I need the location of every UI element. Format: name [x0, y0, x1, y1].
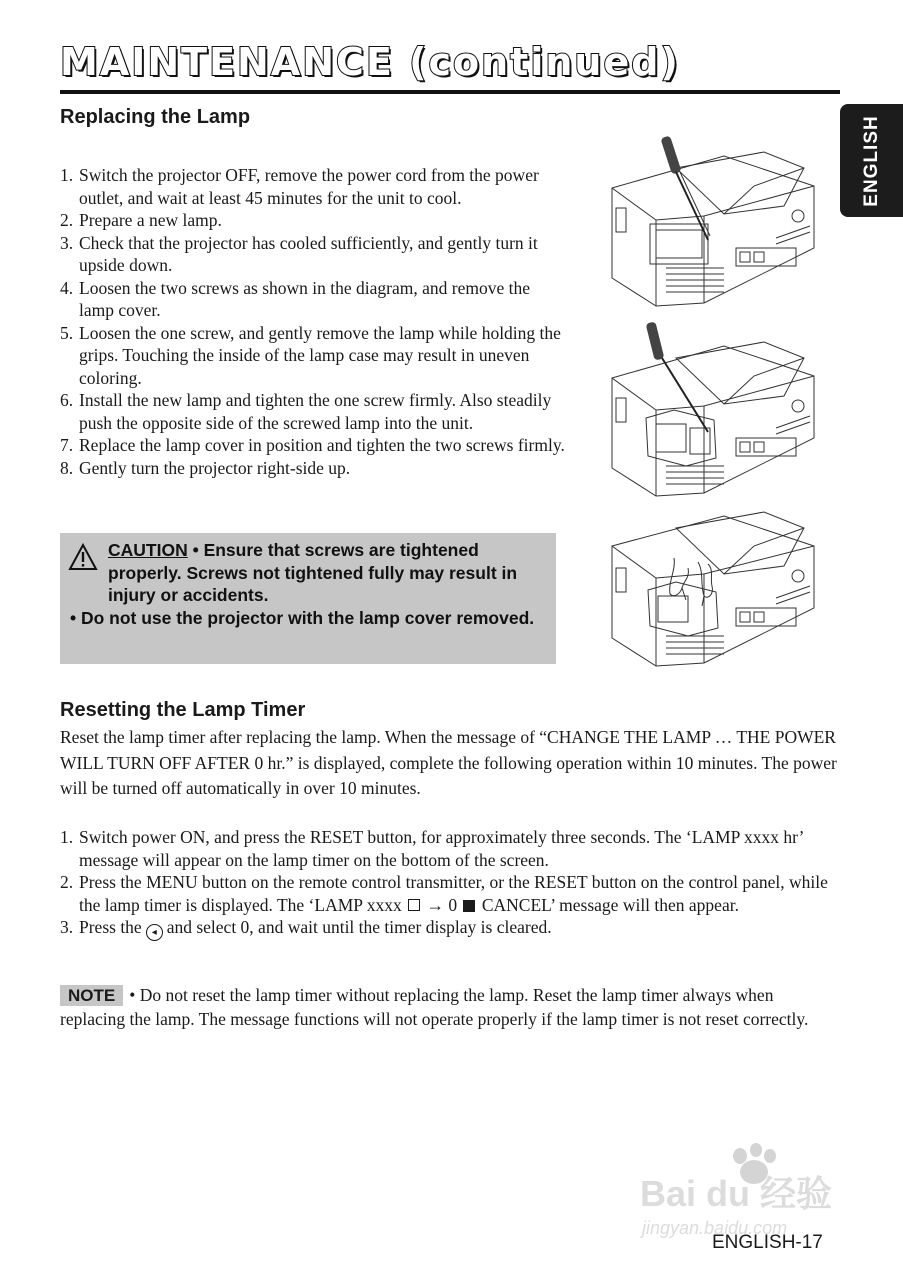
- lamp-handling-illustration: [604, 508, 822, 668]
- caution-label: CAUTION: [108, 540, 188, 560]
- list-item: 4. Loosen the two screws as shown in the diagram, and remove the lamp cover.: [60, 277, 530, 320]
- baidu-watermark: [640, 1142, 850, 1242]
- caution-text-2: • Do not use the projector with the lamp cover removed.: [70, 607, 535, 628]
- note-paragraph: [60, 984, 840, 1031]
- watermark-brand: Bai du 经验: [640, 1173, 833, 1214]
- language-tab-label: ENGLISH: [860, 114, 882, 207]
- resetting-timer-heading: Resetting the Lamp Timer: [60, 699, 306, 721]
- replacing-lamp-heading: Replacing the Lamp: [60, 106, 251, 128]
- filled-square-icon: [463, 900, 475, 912]
- warning-triangle-icon: [68, 543, 98, 571]
- lamp-removal-illustration: [604, 316, 822, 500]
- resetting-timer-steps: [60, 826, 835, 941]
- replacing-lamp-steps: [60, 164, 565, 479]
- open-square-icon: [408, 899, 420, 911]
- title-rule: [60, 90, 840, 94]
- left-button-icon: ◂: [146, 924, 163, 941]
- page-number: ENGLISH-17: [712, 1232, 823, 1253]
- lamp-cover-removal-illustration: [604, 128, 822, 310]
- note-text: • Do not reset the lamp timer without replacing the lamp. Reset the lamp timer always when replacing the lamp. The message functions will not operate properly if the lamp timer is not reset correctly.: [60, 985, 809, 1029]
- caution-box: [60, 533, 556, 664]
- note-badge: NOTE: [60, 985, 123, 1006]
- watermark-url: jingyan.baidu.com: [642, 1218, 788, 1238]
- list-item: 5. Loosen the one screw, and gently remove the lamp while holding the grips. Touching the inside of the lamp case may result in uneven coloring.: [60, 322, 561, 388]
- list-item: 1. Switch the projector OFF, remove the power cord from the power outlet, and wait at least 45 minutes for the unit to cool.: [60, 165, 539, 208]
- list-item: 3. Check that the projector has cooled sufficiently, and gently turn it upside down.: [60, 232, 538, 275]
- list-item: 1. Switch power ON, and press the RESET button, for approximately three seconds. The ‘LAMP xxxx hr’ message will appear on the lamp timer on the bottom of the screen.: [60, 827, 804, 870]
- list-item: 7. Replace the lamp cover in position and tighten the two screws firmly.: [60, 435, 565, 455]
- list-item: 6. Install the new lamp and tighten the one screw firmly. Also steadily push the opposite side of the screwed lamp into the unit.: [60, 390, 552, 433]
- list-item: 3. Press the ◂ and select 0, and wait until the timer display is cleared.: [60, 916, 835, 941]
- caution-text: CAUTION • Ensure that screws are tightened properly. Screws not tightened fully may result in injury or accidents.: [108, 540, 518, 605]
- page-title: MAINTENANCE (continued): [60, 40, 680, 84]
- resetting-timer-intro: Reset the lamp timer after replacing the lamp. When the message of “CHANGE THE LAMP … THE POWER WILL TURN OFF AFTER 0 hr.” is displayed, complete the following operation within 10 minutes. The power will be turned off automatically in over 10 minutes.: [60, 727, 837, 798]
- list-item: 2. Prepare a new lamp.: [60, 210, 222, 230]
- language-tab: [840, 104, 903, 217]
- list-item: 8. Gently turn the projector right-side up.: [60, 457, 351, 478]
- list-item: 2. Press the MENU button on the remote control transmitter, or the RESET button on the control panel, while the lamp timer is displayed. The ‘LAMP xxxx → 0 CANCEL’ message will then appear.: [60, 872, 828, 915]
